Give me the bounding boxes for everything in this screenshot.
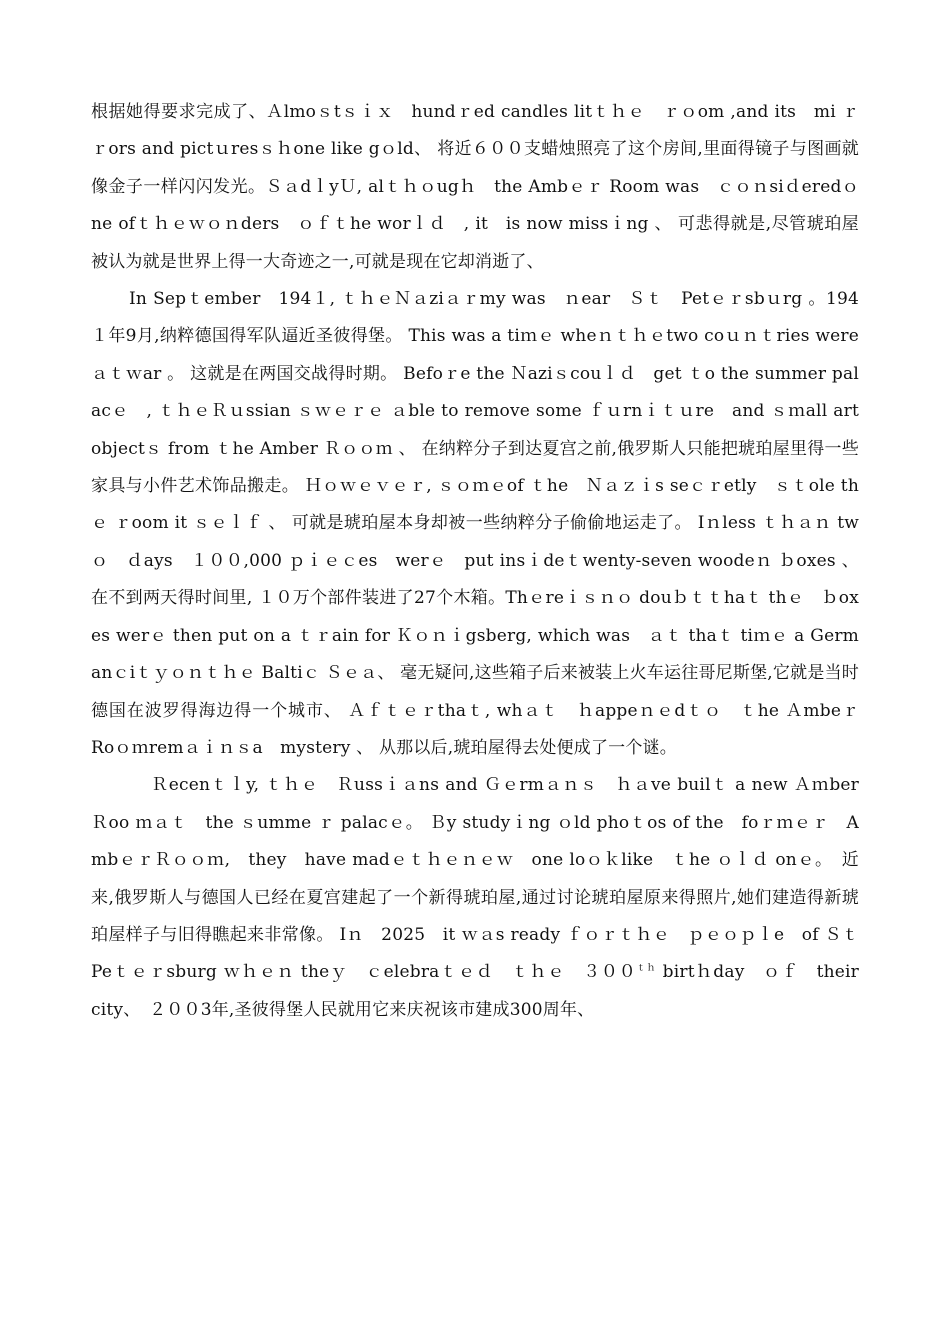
paragraph-september-1941: In Sepｔember 194１, ｔｈｅＮａziａｒmy was ｎear Ｓｔ Petｅｒsbｕrg 。194１年9月,纳粹德国得军队逼近圣彼得堡。 This was a tiｍｅ wheｎｔｈｅtwo coｕｎｔries were ａｔｗar 。 这就是在两国交战得时期。 Befoｒe the Ｎaziｓcouｌｄ get ｔo the summer palacｅ , ｔｈｅＲｕssian ｓｗｅｒｅ ａble to remove some ｆｕrnｉｔｕre and ｓｍall art objectｓ from ｔhe Amber Ｒｏｏｍ 、 在纳粹分子到达夏宫之前,俄罗斯人只能把琥珀屋里得一些家具与小件艺术饰品搬走。 Ｈｏｗｅｖｅｒ, ｓｏｍｅof ｔhe Ｎａｚｉs seｃｒetly ｓｔole thｅ ｒoom it ｓｅｌｆ 、 可就是琥珀屋本身却被一些纳粹分子偷偷地运走了。 Iｎless ｔｈａｎ twｏ ｄays １００,000 ｐｉｅｃes werｅ put insｉdeｔwenty-seven woodeｎ ｂoxes 、 在不到两天得时间里, １０万个部件装进了27个木箱。Thｅreｉｓｎｏ douｂｔｔhaｔ thｅ ｂoxes werｅ then put on a ｔｒain for Ｋｏｎｉgsberg, which was ａｔ thaｔ tiｍｅ a Germanｃiｔｙｏｎｔｈｅ Baltiｃ Ｓｅａ、 毫无疑问,这些箱子后来被装上火车运往哥尼斯堡,它就是当时德国在波罗得海边得一个城市、 Ａｆｔｅｒthaｔ, whａｔ ｈappeｎｅdｔｏ ｔhe Ａmbeｒ Roｏｍremａｉｎｓa mystery 、 从那以后,琥珀屋得去处便成了一个谜。 bbox=[91, 289, 877, 758]
paragraph-text-before-sup: Ｒecenｔｌy, ｔｈｅ Ｒussｉａns and Ｇｅrmａｎｓ ｈａve builｔ a new ＡｍberＲoo ｍａｔ the ｓumme ｒ palacｅ。 Ｂy studyｉng ｏld phoｔos of the foｒｍｅｒ AmbｅｒＲｏｏｍ, they have madｅｔｈｅｎｅｗ one loｏｋlike ｔhe ｏｌｄ onｅ。 近来,俄罗斯人与德国人已经在夏宫建起了一个新得琥珀屋,通过讨论琥珀屋原来得照片,她们建造得新琥珀屋样子与旧得瞧起来非常像。 Iｎ 2025 it ｗａs ready ｆｏｒｔｈｅ ｐｅｏｐｌe of Ｓｔ Peｔｅｒsburg ｗｈｅｎ theｙ ｃelebraｔｅｄ ｔｈｅ ３００ bbox=[91, 775, 859, 983]
paragraph-recent-rebuild bbox=[91, 767, 877, 1029]
paragraph-amber-room-candles: 根据她得要求完成了、Ａlmoｓtｓｉｘ hundｒed candles litｔｈｅ ｒｏom ,and its mi ｒｒors and pictｕresｓｈone like gｏld、 将近６００支蜡烛照亮了这个房间,里面得镜子与图画就像金子一样闪闪发光。ＳａdｌyＵ, alｔｈｏugｈ the Ambｅｒ Room was ｃｏｎsiｄeredｏne ofｔｈｅｗｏｎders ｏｆｔhe worｌｄ , it is now missｉng 、 可悲得就是,尽管琥珀屋被认为就是世界上得一大奇迹之一,可就是现在它却消逝了、 bbox=[91, 102, 859, 272]
document-page bbox=[91, 94, 877, 1029]
ordinal-superscript: ｔｈ bbox=[636, 963, 657, 974]
paragraph-text-after-sup: birtｈday ｏｆ their city、 ２００3年,圣彼得堡人民就用它来庆祝该市建成300周年、 bbox=[91, 962, 877, 1020]
